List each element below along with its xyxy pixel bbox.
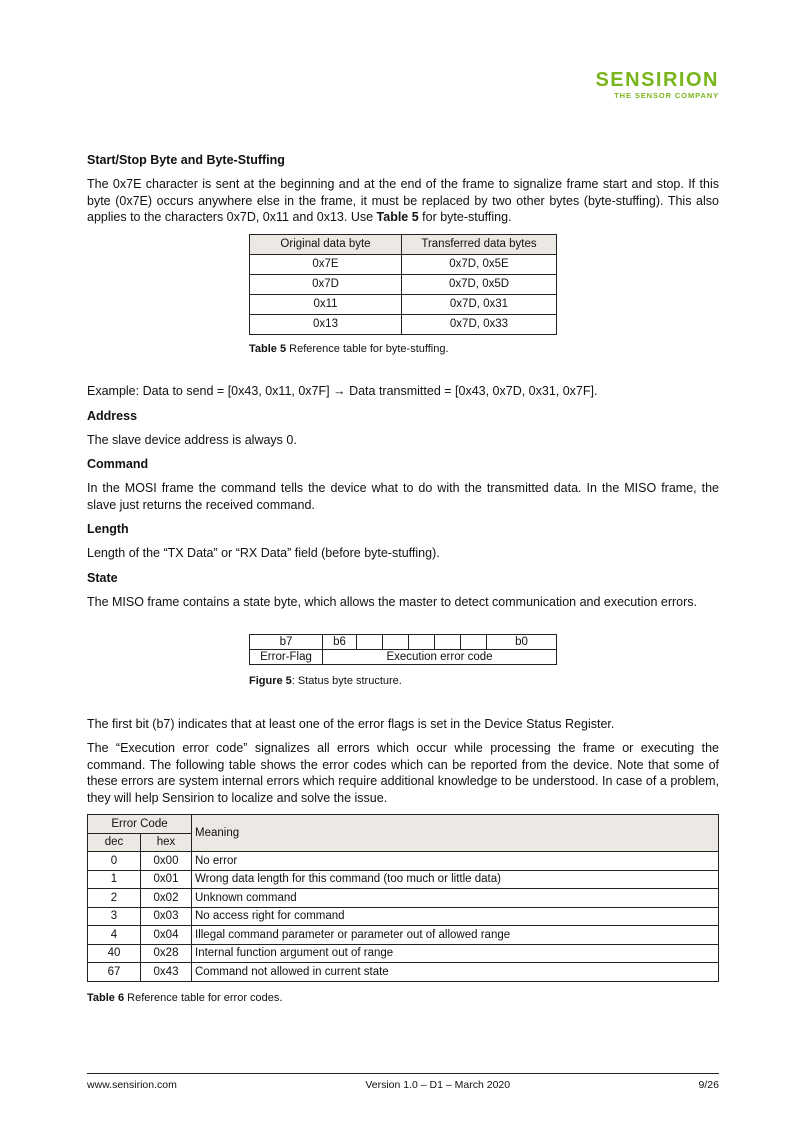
section-heading-length: Length [87, 522, 129, 536]
table-header-hex: hex [141, 833, 192, 852]
bit-cell [357, 635, 383, 650]
table-cell: 0x7E [250, 254, 402, 274]
footer-website: www.sensirion.com [87, 1079, 177, 1091]
table-cell: 40 [88, 944, 141, 963]
table6-caption: Table 6 Reference table for error codes. [87, 991, 283, 1004]
table-header-cell: Original data byte [250, 234, 402, 254]
table-header-meaning: Meaning [192, 815, 719, 852]
table-header-row [88, 815, 719, 834]
table-cell: 0x00 [141, 852, 192, 871]
table-row [88, 963, 719, 982]
byte-stuffing-table [249, 234, 557, 335]
bit-cell [461, 635, 487, 650]
paragraph-command: In the MOSI frame the command tells the device what to do with the transmitted data. In the MISO frame, the slave just returns the received command. [87, 481, 719, 512]
table-header-error-code: Error Code [88, 815, 192, 834]
table-row [250, 314, 557, 334]
table-row [88, 889, 719, 908]
table-cell: Illegal command parameter or parameter out of allowed range [192, 926, 719, 945]
table-cell: 3 [88, 907, 141, 926]
paragraph-length: Length of the “TX Data” or “RX Data” field (before byte-stuffing). [87, 546, 440, 560]
bit-label-b6: b6 [323, 635, 357, 650]
bit-label-b0: b0 [487, 635, 557, 650]
table-cell: 0x04 [141, 926, 192, 945]
table-cell: 0x03 [141, 907, 192, 926]
status-byte-structure [249, 634, 557, 665]
table-cell: Command not allowed in current state [192, 963, 719, 982]
table-cell: 67 [88, 963, 141, 982]
table-row [250, 254, 557, 274]
table-cell: No error [192, 852, 719, 871]
table-cell: 0x13 [250, 314, 402, 334]
table-row [250, 650, 557, 665]
bit-label-b7: b7 [250, 635, 323, 650]
table-row [250, 274, 557, 294]
table-cell: 0x7D [250, 274, 402, 294]
footer-version: Version 1.0 – D1 – March 2020 [365, 1079, 511, 1091]
section-heading-address: Address [87, 408, 138, 423]
table-row [88, 870, 719, 889]
paragraph-address: The slave device address is always 0. [87, 432, 297, 447]
table-cell: 0x7D, 0x33 [402, 314, 557, 334]
table-cell: 0 [88, 852, 141, 871]
table-row [88, 926, 719, 945]
table-cell: 0x7D, 0x5E [402, 254, 557, 274]
table-cell: 0x7D, 0x5D [402, 274, 557, 294]
page-footer [87, 1073, 719, 1091]
bit-cell [409, 635, 435, 650]
table-cell: 1 [88, 870, 141, 889]
table-header-dec: dec [88, 833, 141, 852]
bit-cell [383, 635, 409, 650]
table-cell: 0x11 [250, 294, 402, 314]
table-cell: Internal function argument out of range [192, 944, 719, 963]
paragraph-state: The MISO frame contains a state byte, which allows the master to detect communication and execution errors. [87, 594, 698, 609]
table5-reference: Table 5 [376, 210, 419, 224]
table-cell: Wrong data length for this command (too much or little data) [192, 870, 719, 889]
example-text: Example: Data to send = [0x43, 0x11, 0x7F] → Data transmitted = [0x43, 0x7D, 0x31, 0x7F]. [87, 384, 598, 398]
table-row [250, 294, 557, 314]
section-heading-command: Command [87, 457, 149, 471]
execution-error-code-cell: Execution error code [323, 650, 557, 665]
table-cell: 2 [88, 889, 141, 908]
error-flag-cell: Error-Flag [250, 650, 323, 665]
table-cell: 4 [88, 926, 141, 945]
sensirion-logo [595, 70, 719, 100]
table5-caption: Table 5 Reference table for byte-stuffing. [249, 342, 449, 355]
section-heading-state: State [87, 570, 118, 585]
arrow-icon: → [333, 384, 346, 398]
bit-cell [435, 635, 461, 650]
footer-page-number: 9/26 [698, 1079, 719, 1091]
paragraph-start-stop: The 0x7E character is sent at the beginning and at the end of the frame to signalize frame start and stop. If this byte (0x7E) occurs anywhere else in the frame, it must be replaced by two other bytes (byte-stuffing). This also applies to the characters 0x7D, 0x11 and 0x13. Use Table 5 for byte-stuffing. [87, 177, 719, 224]
paragraph-first-bit: The first bit (b7) indicates that at least one of the error flags is set in the Device Status Register. [87, 716, 615, 731]
figure5-caption: Figure 5: Status byte structure. [249, 675, 402, 687]
table-cell: 0x43 [141, 963, 192, 982]
table-row [88, 852, 719, 871]
paragraph-execution-error: The “Execution error code” signalizes all errors which occur while processing the frame or executing the command. The following table shows the error codes which can be reported from the device. Note that some of these errors are system internal errors which require additional knowledge to be understood. In case of a problem, they will help Sensirion to localize and solve the issue. [87, 741, 719, 805]
table-row [250, 635, 557, 650]
page-content [87, 152, 719, 1006]
table-header-cell: Transferred data bytes [402, 234, 557, 254]
table-cell: 0x01 [141, 870, 192, 889]
section-heading-start-stop: Start/Stop Byte and Byte-Stuffing [87, 153, 285, 167]
logo-brand: SENSIRION [595, 69, 719, 91]
table-cell: 0x7D, 0x31 [402, 294, 557, 314]
logo-tagline: THE SENSOR COMPANY [614, 91, 719, 100]
table-cell: 0x28 [141, 944, 192, 963]
table-cell: No access right for command [192, 907, 719, 926]
table-cell: Unknown command [192, 889, 719, 908]
table-row [88, 944, 719, 963]
table-header-row [250, 234, 557, 254]
table-row [88, 907, 719, 926]
table-cell: 0x02 [141, 889, 192, 908]
error-codes-table [87, 814, 719, 982]
